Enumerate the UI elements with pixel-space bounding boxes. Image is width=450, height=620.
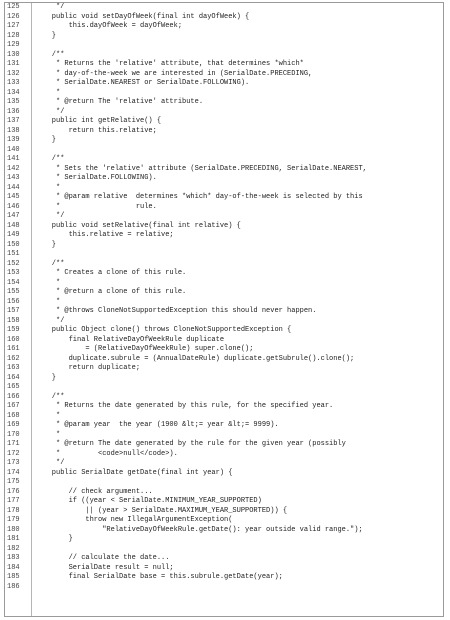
code-line (5, 41, 443, 51)
code-text: = (RelativeDayOfWeekRule) super.clone(); (35, 345, 254, 353)
code-line (5, 488, 443, 498)
code-text: * SerialDate.FOLLOWING). (35, 174, 157, 182)
line-number: 126 (7, 12, 20, 21)
code-text: || (year > SerialDate.MAXIMUM_YEAR_SUPPORTED)) { (35, 506, 288, 515)
line-number: 169 (7, 421, 20, 429)
code-line (5, 13, 443, 23)
code-text: * Creates a clone of this rule. (35, 269, 187, 277)
line-number: 125 (7, 3, 20, 11)
code-line (5, 507, 443, 517)
code-text: } (35, 240, 57, 249)
code-line (5, 440, 443, 450)
code-line (5, 279, 443, 289)
code-line (5, 307, 443, 317)
line-number: 135 (7, 98, 20, 106)
code-line (5, 70, 443, 80)
code-line (5, 288, 443, 298)
line-number: 138 (7, 126, 20, 135)
code-line (5, 222, 443, 232)
line-number: 136 (7, 107, 20, 116)
code-line (5, 241, 443, 251)
code-text: * (35, 278, 61, 287)
code-text: */ (35, 107, 65, 116)
code-line (5, 212, 443, 222)
line-number: 141 (7, 155, 20, 163)
code-line (5, 136, 443, 146)
code-line (5, 526, 443, 536)
line-number: 181 (7, 535, 20, 543)
code-line (5, 250, 443, 260)
line-number: 179 (7, 516, 20, 524)
code-text: duplicate.subrule = (AnnualDateRule) duplicate.getSubrule().clone(); (35, 354, 355, 363)
code-text: * @return The 'relative' attribute. (35, 98, 204, 106)
line-number: 140 (7, 145, 20, 154)
code-line (5, 383, 443, 393)
line-number: 133 (7, 79, 20, 87)
code-text: * @return The date generated by the rule for the given year (possibly (35, 440, 346, 448)
code-text: */ (35, 212, 65, 220)
line-number: 159 (7, 326, 20, 334)
code-line (5, 345, 443, 355)
code-line (5, 98, 443, 108)
line-number: 131 (7, 60, 20, 68)
line-number: 184 (7, 563, 20, 572)
line-number: 153 (7, 269, 20, 277)
code-line (5, 336, 443, 346)
line-number: 186 (7, 582, 20, 591)
code-text: * (35, 297, 61, 306)
code-text: * (35, 88, 61, 97)
code-text: * @return a clone of this rule. (35, 288, 187, 296)
code-line (5, 165, 443, 175)
line-number: 168 (7, 411, 20, 420)
line-number: 142 (7, 164, 20, 173)
code-line (5, 431, 443, 441)
code-line (5, 545, 443, 555)
line-number: 166 (7, 392, 20, 401)
code-line (5, 573, 443, 583)
code-text: /** (35, 50, 65, 59)
code-text: } (35, 535, 73, 543)
code-listing (4, 2, 444, 617)
code-line (5, 269, 443, 279)
code-line (5, 459, 443, 469)
line-number: 127 (7, 22, 20, 30)
code-text: if ((year < SerialDate.MINIMUM_YEAR_SUPPORTED) (35, 497, 262, 505)
code-line (5, 89, 443, 99)
line-number: 176 (7, 487, 20, 496)
code-line (5, 127, 443, 137)
line-number: 157 (7, 307, 20, 315)
line-number: 171 (7, 440, 20, 448)
code-text: * day-of-the-week we are interested in (SerialDate.PRECEDING, (35, 69, 313, 78)
line-number: 158 (7, 316, 20, 325)
line-number: 152 (7, 259, 20, 268)
line-number: 182 (7, 544, 20, 553)
code-line (5, 402, 443, 412)
code-text: } (35, 136, 57, 144)
line-number: 161 (7, 345, 20, 353)
line-number: 154 (7, 278, 20, 287)
code-text: "RelativeDayOfWeekRule.getDate(): year outside valid range."); (35, 525, 363, 534)
line-number: 147 (7, 212, 20, 220)
code-text: * Returns the date generated by this rule, for the specified year. (35, 402, 334, 410)
code-line (5, 108, 443, 118)
line-number: 177 (7, 497, 20, 505)
code-line (5, 317, 443, 327)
code-line (5, 203, 443, 213)
code-text: } (35, 31, 57, 40)
code-line (5, 32, 443, 42)
code-text: * SerialDate.NEAREST or SerialDate.FOLLOWING). (35, 79, 250, 87)
line-number: 174 (7, 468, 20, 477)
line-number: 143 (7, 174, 20, 182)
line-number: 183 (7, 554, 20, 562)
code-text: * Returns the 'relative' attribute, that determines *which* (35, 60, 304, 68)
code-line (5, 51, 443, 61)
code-text: * (35, 430, 61, 439)
code-text: this.relative = relative; (35, 231, 174, 239)
code-line (5, 469, 443, 479)
line-number: 165 (7, 383, 20, 391)
code-text: throw new IllegalArgumentException( (35, 516, 233, 524)
code-text: public int getRelative() { (35, 117, 162, 125)
code-line (5, 79, 443, 89)
line-number: 163 (7, 364, 20, 372)
code-text: * @param relative determines *which* day-of-the-week is selected by this (35, 193, 363, 201)
line-number: 150 (7, 240, 20, 249)
code-text: public void setDayOfWeek(final int dayOfWeek) { (35, 12, 250, 21)
code-line (5, 355, 443, 365)
code-line (5, 326, 443, 336)
code-line (5, 497, 443, 507)
code-line (5, 412, 443, 422)
line-number: 185 (7, 573, 20, 581)
code-line (5, 516, 443, 526)
code-text: * <code>null</code>). (35, 449, 178, 458)
line-number: 130 (7, 50, 20, 59)
code-text: return this.relative; (35, 126, 157, 135)
line-number: 151 (7, 250, 20, 258)
code-line (5, 193, 443, 203)
code-text: SerialDate result = null; (35, 563, 174, 572)
line-number: 172 (7, 449, 20, 458)
line-number: 129 (7, 41, 20, 49)
line-number: 180 (7, 525, 20, 534)
code-text: // check argument... (35, 487, 153, 496)
code-line (5, 155, 443, 165)
code-line (5, 174, 443, 184)
code-line (5, 364, 443, 374)
code-text: * rule. (35, 202, 157, 211)
code-text: /** (35, 259, 65, 268)
code-line (5, 554, 443, 564)
line-number: 170 (7, 430, 20, 439)
code-line (5, 298, 443, 308)
line-number: 162 (7, 354, 20, 363)
code-text: public Object clone() throws CloneNotSupportedException { (35, 326, 292, 334)
line-number: 167 (7, 402, 20, 410)
code-text: * @throws CloneNotSupportedException this should never happen. (35, 307, 317, 315)
line-number: 139 (7, 136, 20, 144)
line-number: 149 (7, 231, 20, 239)
code-text: * (35, 183, 61, 192)
line-number: 145 (7, 193, 20, 201)
line-number: 148 (7, 221, 20, 230)
line-number: 146 (7, 202, 20, 211)
code-line (5, 60, 443, 70)
code-text: return duplicate; (35, 364, 141, 372)
code-text: public SerialDate getDate(final int year) { (35, 468, 233, 477)
line-number: 137 (7, 117, 20, 125)
code-text: * Sets the 'relative' attribute (SerialDate.PRECEDING, SerialDate.NEAREST, (35, 164, 367, 173)
code-line (5, 260, 443, 270)
code-line (5, 374, 443, 384)
code-line (5, 22, 443, 32)
code-text: } (35, 373, 57, 382)
code-text: /** (35, 392, 65, 401)
code-line (5, 478, 443, 488)
code-line (5, 535, 443, 545)
code-text: this.dayOfWeek = dayOfWeek; (35, 22, 183, 30)
code-text: */ (35, 316, 65, 325)
code-line (5, 421, 443, 431)
line-number: 175 (7, 478, 20, 486)
code-line (5, 184, 443, 194)
line-number: 178 (7, 506, 20, 515)
line-number: 128 (7, 31, 20, 40)
code-text: final SerialDate base = this.subrule.getDate(year); (35, 573, 283, 581)
code-text: * (35, 411, 61, 420)
code-line (5, 393, 443, 403)
code-text: final RelativeDayOfWeekRule duplicate (35, 335, 225, 344)
code-text: */ (35, 459, 65, 467)
line-number: 144 (7, 183, 20, 192)
code-text: */ (35, 3, 65, 11)
line-number: 164 (7, 373, 20, 382)
line-number: 132 (7, 69, 20, 78)
code-line (5, 3, 443, 13)
code-lines (5, 3, 443, 592)
code-text: // calculate the date... (35, 554, 170, 562)
line-number: 156 (7, 297, 20, 306)
code-line (5, 564, 443, 574)
line-number: 155 (7, 288, 20, 296)
line-number: 134 (7, 88, 20, 97)
code-text: /** (35, 155, 65, 163)
code-text: public void setRelative(final int relative) { (35, 221, 241, 230)
code-text: * @param year the year (1900 &lt;= year &lt;= 9999). (35, 421, 279, 429)
code-line (5, 450, 443, 460)
code-line (5, 231, 443, 241)
code-line (5, 117, 443, 127)
code-line (5, 583, 443, 593)
line-number: 173 (7, 459, 20, 467)
line-number: 160 (7, 335, 20, 344)
code-line (5, 146, 443, 156)
